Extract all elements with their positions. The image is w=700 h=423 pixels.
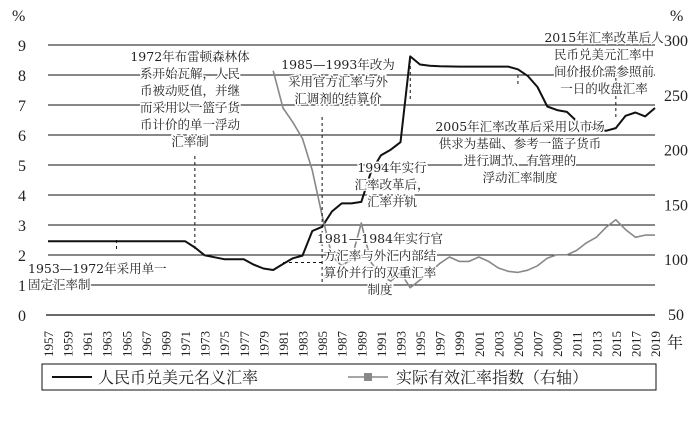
- y-tick-label-left: 8: [18, 68, 26, 85]
- x-tick-group: [374, 331, 389, 357]
- x-unit: 年: [667, 335, 684, 352]
- x-tick-label: 1965: [119, 331, 135, 357]
- x-tick-label: 1957: [41, 331, 56, 357]
- x-tick-group: [237, 331, 252, 358]
- annotation-text: [354, 160, 429, 209]
- annotation-line: 民币兑美元汇率中: [553, 47, 655, 62]
- annotation-text: [28, 261, 167, 292]
- x-tick-label: 1987: [334, 331, 350, 357]
- annotation-line: 间价报价需参照前: [553, 64, 655, 79]
- x-tick-group: [628, 331, 643, 358]
- annotation-line: 1953—1972年采用单一: [28, 261, 167, 276]
- x-tick-group: [413, 331, 428, 357]
- x-tick-label: 1967: [138, 331, 154, 357]
- annotation-text: [317, 231, 443, 297]
- annotation-line: 2015年汇率改革后人: [544, 30, 664, 45]
- x-tick-label: 1999: [452, 331, 468, 357]
- annotation-line: 1972年布雷顿森林体: [130, 49, 250, 64]
- x-tick-label: 2003: [491, 331, 507, 357]
- x-tick-group: [472, 331, 487, 357]
- x-tick-group: [256, 331, 271, 357]
- annotation-text: [130, 49, 250, 149]
- y-tick-label-left: 0: [18, 308, 26, 325]
- x-tick-group: [276, 331, 291, 357]
- x-tick-label: 1959: [60, 331, 76, 357]
- x-tick-group: [354, 331, 369, 357]
- annotation-line: 币被动贬值，并继: [139, 83, 241, 98]
- annotation-line: 汇率改革后，: [354, 177, 430, 192]
- x-tick-label: 1973: [197, 331, 213, 357]
- annotations: [28, 30, 664, 297]
- annotation-line: 币计价的单一浮动: [139, 117, 241, 132]
- annotation-line: 算价并行的双重汇率: [323, 265, 437, 280]
- annotation-line: 一日的收盘汇率: [560, 81, 648, 96]
- annotation-text: [435, 119, 604, 185]
- y-tick-label-right: 50: [668, 307, 684, 324]
- x-tick-group: [80, 331, 95, 357]
- x-tick-group: [609, 331, 624, 357]
- y-tick-label-right: 250: [664, 87, 688, 105]
- legend: [42, 364, 656, 390]
- annotation-line: 采用官方汇率与外: [287, 74, 389, 89]
- x-tick-label: 1989: [354, 331, 370, 357]
- x-tick-label: 2001: [471, 331, 487, 357]
- annotation-line: 方汇率与外汇内部结: [323, 248, 437, 263]
- y-tick-label-left: 1: [18, 278, 26, 295]
- x-tick-group: [41, 331, 56, 358]
- annotation-line: 1981—1984年实行官: [316, 231, 444, 246]
- y-unit-right: %: [670, 8, 684, 25]
- y-tick-label-right: 100: [664, 252, 688, 270]
- x-tick-group: [511, 331, 526, 357]
- y-tick-label-right: 300: [664, 33, 688, 50]
- y-unit-left: %: [12, 8, 26, 25]
- x-tick-group: [158, 331, 173, 357]
- x-tick-group: [550, 331, 565, 357]
- x-tick-group: [198, 331, 213, 357]
- x-tick-group: [119, 331, 134, 357]
- x-tick-group: [393, 331, 408, 357]
- x-tick-group: [648, 331, 663, 357]
- annotation-line: 2005年汇率改革后采用以市场: [435, 119, 605, 134]
- x-tick-label: 2013: [589, 331, 605, 357]
- x-tick-group: [433, 331, 448, 358]
- x-tick-group: [178, 331, 193, 357]
- annotation-text: [544, 30, 664, 96]
- x-tick-label: 1963: [99, 331, 115, 357]
- y-tick-label-right: 150: [664, 197, 688, 215]
- x-tick-group: [570, 331, 585, 357]
- x-tick-label: 1971: [178, 331, 194, 357]
- annotation-text: [281, 57, 395, 106]
- x-tick-group: [61, 331, 76, 357]
- x-tick-group: [139, 331, 154, 358]
- x-tick-group: [335, 331, 350, 358]
- y-tick-label-left: 7: [18, 98, 26, 115]
- x-tick-label: 2005: [510, 331, 526, 357]
- annotation-line: 供求为基础、参考一篮子货币: [438, 136, 602, 151]
- annotation-line: 制度: [367, 282, 393, 297]
- x-tick-label: 2017: [628, 331, 644, 357]
- annotation-line: 固定汇率制: [28, 277, 91, 292]
- legend-marker-reer: [364, 373, 372, 381]
- x-tick-group: [296, 331, 311, 357]
- x-tick-label: 2007: [530, 331, 546, 357]
- annotation-line: 汇调剂的结算价: [294, 91, 382, 106]
- annotation-line: 汇率制: [171, 134, 209, 149]
- annotation-line: 进行调节、有管理的: [463, 153, 577, 168]
- y-tick-label-left: 3: [18, 218, 26, 235]
- y-tick-label-left: 6: [18, 128, 26, 145]
- y-tick-label-right: 200: [664, 142, 688, 160]
- annotation-line: 1985—1993年改为: [281, 57, 395, 72]
- legend-label-nominal: 人民币兑美元名义汇率: [98, 368, 259, 387]
- x-tick-label: 1975: [217, 331, 233, 357]
- x-tick-label: 1993: [393, 331, 409, 357]
- x-tick-label: 1979: [256, 331, 272, 357]
- x-tick-label: 1961: [80, 331, 96, 357]
- x-tick-group: [315, 331, 330, 357]
- x-tick-group: [452, 331, 467, 357]
- x-tick-group: [589, 331, 604, 357]
- x-tick-label: 2015: [608, 331, 624, 357]
- x-tick-label: 1969: [158, 331, 174, 357]
- annotation-line: 汇率并轨: [366, 194, 418, 209]
- annotation-line: 而采用以一篮子货: [139, 100, 241, 115]
- x-tick-group: [100, 331, 115, 357]
- annotation-line: 系开始瓦解，人民: [139, 66, 241, 81]
- x-tick-group: [531, 331, 546, 358]
- x-tick-label: 1985: [315, 331, 331, 357]
- x-tick-group: [491, 331, 506, 357]
- y-tick-label-left: 4: [18, 188, 26, 205]
- x-tick-label: 1991: [373, 331, 389, 357]
- x-tick-label: 1997: [432, 331, 448, 357]
- y-tick-label-left: 9: [18, 38, 26, 55]
- x-tick-label: 1977: [236, 331, 252, 357]
- y-tick-label-left: 2: [18, 248, 26, 265]
- x-tick-label: 2011: [569, 331, 585, 357]
- annotation-line: 1994年实行: [357, 160, 427, 175]
- x-tick-group: [217, 331, 232, 357]
- x-tick-label: 2009: [550, 331, 566, 357]
- x-tick-label: 1995: [413, 331, 429, 357]
- x-tick-label: 2019: [648, 331, 663, 357]
- annotation-line: 浮动汇率制度: [482, 170, 558, 185]
- legend-label-reer: 实际有效汇率指数（右轴）: [396, 368, 589, 387]
- x-tick-label: 1981: [275, 331, 291, 357]
- y-tick-label-left: 5: [18, 158, 26, 175]
- x-tick-label: 1983: [295, 331, 311, 357]
